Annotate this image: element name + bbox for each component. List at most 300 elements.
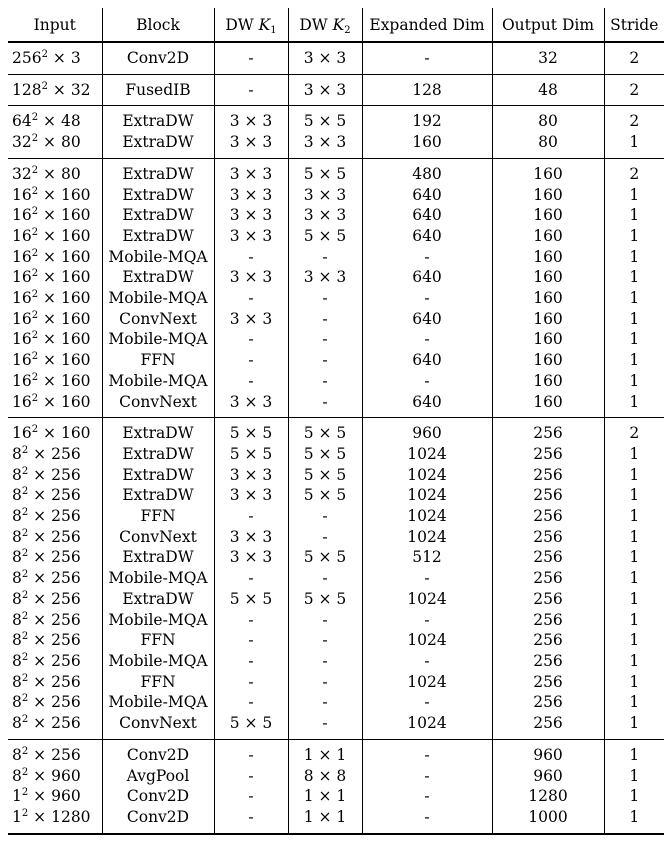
cell-output-dim: 256 (492, 713, 604, 734)
cell-block: ExtraDW (102, 205, 214, 226)
superscript-square: 2 (31, 185, 39, 197)
cell-output-dim: 160 (492, 226, 604, 247)
cell-expanded-dim: - (362, 329, 492, 350)
input-channels: 80 (60, 164, 81, 183)
input-channels: 80 (60, 133, 81, 152)
cell-expanded-dim: 640 (362, 350, 492, 371)
table-bottom-rule-cell (8, 834, 664, 835)
cell-dw-k2: 3 × 3 (288, 132, 362, 153)
input-channels: 160 (60, 206, 91, 225)
cell-output-dim: 256 (492, 589, 604, 610)
table-row (8, 692, 664, 713)
input-resolution: 16 (12, 226, 32, 245)
cell-dw-k2: 3 × 3 (288, 80, 362, 101)
header-dw-k2-prefix: DW (299, 16, 333, 35)
cell-stride: 1 (629, 226, 640, 245)
cell-output-dim: 256 (492, 630, 604, 651)
cell-expanded-dim: 640 (362, 185, 492, 206)
cell-block: Mobile-MQA (102, 651, 214, 672)
cell-block: FFN (102, 672, 214, 693)
cell-output-dim: 256 (492, 423, 604, 444)
cell-expanded-dim: - (362, 288, 492, 309)
input-resolution: 8 (12, 745, 22, 764)
cell-block: ExtraDW (102, 423, 214, 444)
cell-stride: 1 (629, 610, 640, 629)
cell-stride: 1 (629, 651, 640, 670)
cell-dw-k1: 5 × 5 (214, 423, 288, 444)
input-channels: 160 (60, 185, 91, 204)
table-row (8, 48, 664, 69)
table-row (8, 164, 664, 185)
superscript-square: 2 (21, 672, 29, 684)
input-resolution: 8 (12, 444, 22, 463)
cell-input: $16^2 \times 160$ (8, 329, 102, 350)
cell-expanded-dim: 1024 (362, 672, 492, 693)
input-resolution: 8 (12, 693, 22, 712)
cell-stride: 1 (629, 569, 640, 588)
cell-block: Conv2D (102, 786, 214, 807)
cell-output-dim: 160 (492, 350, 604, 371)
cell-dw-k2: 5 × 5 (288, 226, 362, 247)
cell-output-dim: 32 (492, 48, 604, 69)
table-row (8, 713, 664, 734)
cell-dw-k1: 5 × 5 (214, 444, 288, 465)
input-resolution: 8 (12, 507, 22, 526)
cell-output-dim: 256 (492, 692, 604, 713)
cell-input: $1^2 \times 960$ (8, 786, 102, 807)
cell-dw-k1: 3 × 3 (214, 392, 288, 413)
table-row (8, 610, 664, 631)
cell-expanded-dim: 1024 (362, 630, 492, 651)
superscript-square: 2 (21, 766, 29, 778)
cell-dw-k2: 1 × 1 (288, 786, 362, 807)
cell-input: $8^2 \times 256$ (8, 506, 102, 527)
architecture-table-container (8, 8, 664, 835)
cell-stride: 1 (629, 185, 640, 204)
cell-expanded-dim: 128 (362, 80, 492, 101)
cell-dw-k2: 5 × 5 (288, 164, 362, 185)
cell-stride: 1 (629, 631, 640, 650)
cell-input: $16^2 \times 160$ (8, 350, 102, 371)
table-row (8, 205, 664, 226)
input-resolution: 64 (12, 112, 32, 131)
cell-dw-k1: - (214, 651, 288, 672)
cell-dw-k1: - (214, 766, 288, 787)
cell-input: $8^2 \times 256$ (8, 713, 102, 734)
cell-dw-k1: - (214, 371, 288, 392)
table-row (8, 547, 664, 568)
cell-output-dim: 160 (492, 205, 604, 226)
cell-input: $16^2 \times 160$ (8, 226, 102, 247)
cell-input: $8^2 \times 256$ (8, 745, 102, 766)
cell-dw-k2: 5 × 5 (288, 465, 362, 486)
input-channels: 160 (60, 392, 91, 411)
cell-input: $1^2 \times 1280$ (8, 807, 102, 828)
cell-dw-k2: 3 × 3 (288, 267, 362, 288)
table-row (8, 672, 664, 693)
cell-block: ConvNext (102, 713, 214, 734)
input-channels: 160 (60, 226, 91, 245)
cell-dw-k2: - (288, 309, 362, 330)
table-row (8, 247, 664, 268)
table-row (8, 350, 664, 371)
cell-expanded-dim: 1024 (362, 465, 492, 486)
superscript-square: 2 (31, 351, 39, 363)
table-row (8, 371, 664, 392)
cell-block: ExtraDW (102, 164, 214, 185)
table-row (8, 267, 664, 288)
cell-block: Mobile-MQA (102, 247, 214, 268)
cell-dw-k1: 5 × 5 (214, 589, 288, 610)
cell-output-dim: 256 (492, 547, 604, 568)
cell-input: $16^2 \times 160$ (8, 288, 102, 309)
input-channels: 3 (70, 49, 81, 67)
table-row (8, 807, 664, 828)
cell-dw-k1: - (214, 672, 288, 693)
input-channels: 256 (51, 610, 81, 629)
cell-dw-k2: - (288, 651, 362, 672)
cell-expanded-dim: - (362, 48, 492, 69)
header-output-dim: Output Dim (492, 8, 604, 42)
superscript-square: 2 (21, 651, 29, 663)
table-header (8, 8, 664, 42)
cell-output-dim: 80 (492, 132, 604, 153)
superscript-square: 2 (21, 444, 29, 456)
input-channels: 1280 (51, 807, 91, 826)
cell-stride: 1 (629, 268, 640, 287)
cell-input: $16^2 \times 160$ (8, 309, 102, 330)
header-dw-k2 (288, 8, 362, 42)
cell-input: $128^2 \times 32$ (8, 80, 102, 101)
cell-expanded-dim: - (362, 371, 492, 392)
input-resolution: 16 (12, 206, 32, 225)
cell-dw-k1: - (214, 80, 288, 101)
cell-dw-k1: 3 × 3 (214, 132, 288, 153)
cell-dw-k1: 3 × 3 (214, 527, 288, 548)
input-channels: 160 (60, 289, 91, 308)
cell-output-dim: 256 (492, 465, 604, 486)
cell-expanded-dim: 1024 (362, 485, 492, 506)
cell-expanded-dim: 640 (362, 205, 492, 226)
input-resolution: 1 (12, 787, 22, 806)
input-resolution: 16 (12, 309, 32, 328)
input-channels: 256 (51, 569, 81, 588)
cell-output-dim: 256 (492, 651, 604, 672)
cell-stride: 2 (629, 112, 640, 131)
cell-expanded-dim: 640 (362, 309, 492, 330)
cell-block: ExtraDW (102, 185, 214, 206)
input-channels: 48 (60, 112, 81, 131)
cell-expanded-dim: 1024 (362, 444, 492, 465)
cell-stride: 1 (629, 247, 640, 266)
cell-dw-k1: 3 × 3 (214, 205, 288, 226)
superscript-square: 2 (21, 745, 29, 757)
superscript-square: 2 (21, 631, 29, 643)
cell-dw-k1: - (214, 630, 288, 651)
cell-output-dim: 160 (492, 288, 604, 309)
header-dw-k2-sub: 2 (344, 25, 351, 37)
input-resolution: 8 (12, 589, 22, 608)
table-row (8, 185, 664, 206)
cell-block: FFN (102, 630, 214, 651)
cell-dw-k1: 3 × 3 (214, 547, 288, 568)
superscript-square: 2 (21, 486, 29, 498)
cell-expanded-dim: 640 (362, 226, 492, 247)
cell-dw-k2: - (288, 506, 362, 527)
input-channels: 256 (51, 444, 81, 463)
header-dw-k1 (214, 8, 288, 42)
cell-input: $16^2 \times 160$ (8, 247, 102, 268)
cell-stride: 1 (629, 714, 640, 733)
input-resolution: 32 (12, 164, 32, 183)
cell-stride: 1 (629, 548, 640, 567)
superscript-square: 2 (41, 49, 48, 60)
cell-output-dim: 256 (492, 568, 604, 589)
cell-stride: 2 (629, 164, 640, 183)
input-channels: 256 (51, 714, 81, 733)
superscript-square: 2 (21, 589, 29, 601)
cell-expanded-dim: - (362, 610, 492, 631)
cell-dw-k1: 3 × 3 (214, 465, 288, 486)
cell-stride: 1 (629, 392, 640, 411)
superscript-square: 2 (21, 787, 29, 799)
cell-dw-k2: 5 × 5 (288, 547, 362, 568)
superscript-square: 2 (31, 206, 39, 218)
cell-stride: 1 (629, 206, 640, 225)
cell-dw-k1: - (214, 610, 288, 631)
cell-dw-k2: - (288, 371, 362, 392)
superscript-square: 2 (31, 247, 39, 259)
cell-block: Mobile-MQA (102, 329, 214, 350)
superscript-square: 2 (21, 507, 29, 519)
input-resolution: 16 (12, 185, 32, 204)
input-resolution: 8 (12, 672, 22, 691)
input-channels: 160 (60, 351, 91, 370)
cell-block: Mobile-MQA (102, 288, 214, 309)
cell-input: $8^2 \times 256$ (8, 547, 102, 568)
cell-stride: 1 (629, 787, 640, 806)
cell-input: $8^2 \times 256$ (8, 630, 102, 651)
cell-block: ExtraDW (102, 267, 214, 288)
cell-stride: 1 (629, 371, 640, 390)
cell-block: Mobile-MQA (102, 371, 214, 392)
cell-input: $16^2 \times 160$ (8, 205, 102, 226)
cell-dw-k2: 3 × 3 (288, 48, 362, 69)
header-expanded-dim: Expanded Dim (362, 8, 492, 42)
input-channels: 256 (51, 589, 81, 608)
cell-block: ExtraDW (102, 226, 214, 247)
superscript-square: 2 (31, 268, 39, 280)
table-row (8, 309, 664, 330)
input-resolution: 8 (12, 631, 22, 650)
input-channels: 32 (70, 80, 91, 99)
cell-dw-k1: - (214, 745, 288, 766)
cell-dw-k2: 5 × 5 (288, 423, 362, 444)
cell-block: Mobile-MQA (102, 692, 214, 713)
cell-expanded-dim: - (362, 568, 492, 589)
cell-output-dim: 256 (492, 485, 604, 506)
input-resolution: 8 (12, 465, 22, 484)
input-channels: 256 (51, 527, 81, 546)
header-block: Block (102, 8, 214, 42)
cell-dw-k2: - (288, 713, 362, 734)
table-row (8, 589, 664, 610)
input-resolution: 16 (12, 247, 32, 266)
cell-input: $32^2 \times 80$ (8, 164, 102, 185)
cell-dw-k2: - (288, 247, 362, 268)
cell-block: ExtraDW (102, 132, 214, 153)
superscript-square: 2 (21, 465, 29, 477)
cell-output-dim: 160 (492, 309, 604, 330)
superscript-square: 2 (31, 112, 39, 124)
cell-input: $8^2 \times 256$ (8, 692, 102, 713)
header-dw-k1-sub: 1 (270, 25, 277, 37)
cell-output-dim: 160 (492, 185, 604, 206)
cell-dw-k1: - (214, 692, 288, 713)
cell-block: Mobile-MQA (102, 568, 214, 589)
cell-dw-k2: - (288, 568, 362, 589)
cell-block: Mobile-MQA (102, 610, 214, 631)
cell-dw-k2: - (288, 392, 362, 413)
cell-dw-k2: 1 × 1 (288, 807, 362, 828)
cell-stride: 1 (629, 444, 640, 463)
cell-input: $8^2 \times 256$ (8, 444, 102, 465)
input-resolution: 8 (12, 569, 22, 588)
input-channels: 256 (51, 631, 81, 650)
cell-output-dim: 48 (492, 80, 604, 101)
table-row (8, 111, 664, 132)
cell-block: FFN (102, 506, 214, 527)
cell-output-dim: 160 (492, 371, 604, 392)
cell-dw-k1: 3 × 3 (214, 267, 288, 288)
cell-dw-k2: 5 × 5 (288, 589, 362, 610)
cell-dw-k1: 3 × 3 (214, 185, 288, 206)
cell-dw-k2: 3 × 3 (288, 185, 362, 206)
table-row (8, 423, 664, 444)
superscript-square: 2 (21, 693, 29, 705)
cell-expanded-dim: 1024 (362, 506, 492, 527)
input-channels: 256 (51, 672, 81, 691)
cell-stride: 1 (629, 351, 640, 370)
cell-stride: 1 (629, 486, 640, 505)
header-stride: Stride (610, 16, 659, 35)
cell-dw-k1: - (214, 807, 288, 828)
cell-dw-k2: 3 × 3 (288, 205, 362, 226)
cell-dw-k2: - (288, 692, 362, 713)
cell-output-dim: 256 (492, 444, 604, 465)
table-row (8, 745, 664, 766)
table-row (8, 80, 664, 101)
cell-output-dim: 160 (492, 267, 604, 288)
cell-dw-k1: 3 × 3 (214, 485, 288, 506)
cell-block: FusedIB (102, 80, 214, 101)
cell-output-dim: 256 (492, 506, 604, 527)
header-input: Input (8, 8, 102, 42)
table-row (8, 506, 664, 527)
cell-stride: 1 (629, 133, 640, 152)
input-channels: 160 (60, 247, 91, 266)
input-resolution: 8 (12, 548, 22, 567)
cell-block: ExtraDW (102, 485, 214, 506)
superscript-square: 2 (21, 548, 29, 560)
input-resolution: 16 (12, 392, 32, 411)
cell-expanded-dim: - (362, 692, 492, 713)
cell-stride: 1 (629, 672, 640, 691)
cell-stride: 1 (629, 309, 640, 328)
cell-dw-k2: - (288, 527, 362, 548)
table-row (8, 444, 664, 465)
cell-block: ConvNext (102, 392, 214, 413)
superscript-square: 2 (21, 527, 29, 539)
cell-dw-k2: 8 × 8 (288, 766, 362, 787)
cell-output-dim: 80 (492, 111, 604, 132)
table-row (8, 766, 664, 787)
superscript-square: 2 (31, 289, 39, 301)
input-resolution: 8 (12, 766, 22, 785)
table-row (8, 651, 664, 672)
cell-input: $8^2 \times 256$ (8, 672, 102, 693)
cell-stride: 1 (629, 745, 640, 764)
input-resolution: 8 (12, 610, 22, 629)
table-row (8, 465, 664, 486)
cell-expanded-dim: - (362, 651, 492, 672)
superscript-square: 2 (21, 569, 29, 581)
table-row (8, 527, 664, 548)
table-bottom-rule (8, 834, 664, 835)
cell-input: $8^2 \times 256$ (8, 568, 102, 589)
cell-input: $8^2 \times 256$ (8, 610, 102, 631)
cell-dw-k1: - (214, 329, 288, 350)
cell-expanded-dim: 192 (362, 111, 492, 132)
cell-stride: 1 (629, 766, 640, 785)
cell-stride: 1 (629, 330, 640, 349)
input-channels: 256 (51, 651, 81, 670)
cell-dw-k1: 3 × 3 (214, 111, 288, 132)
cell-dw-k2: - (288, 672, 362, 693)
superscript-square: 2 (31, 392, 39, 404)
cell-expanded-dim: 640 (362, 267, 492, 288)
superscript-square: 2 (31, 164, 39, 176)
cell-dw-k2: - (288, 329, 362, 350)
table-body (8, 42, 664, 835)
cell-output-dim: 160 (492, 392, 604, 413)
input-resolution: 8 (12, 651, 22, 670)
cell-output-dim: 256 (492, 527, 604, 548)
cell-input: $16^2 \times 160$ (8, 185, 102, 206)
input-channels: 256 (51, 507, 81, 526)
cell-stride: 1 (629, 589, 640, 608)
cell-block: FFN (102, 350, 214, 371)
superscript-square: 2 (21, 714, 29, 726)
cell-expanded-dim: 512 (362, 547, 492, 568)
cell-output-dim: 1000 (492, 807, 604, 828)
cell-dw-k2: 5 × 5 (288, 444, 362, 465)
input-resolution: 1 (12, 807, 22, 826)
cell-dw-k1: - (214, 568, 288, 589)
cell-expanded-dim: - (362, 766, 492, 787)
cell-input: $8^2 \times 256$ (8, 651, 102, 672)
cell-dw-k1: - (214, 48, 288, 69)
cell-input: $256^2 \times 3$ (8, 48, 102, 69)
cell-input: $16^2 \times 160$ (8, 392, 102, 413)
cell-block: ConvNext (102, 527, 214, 548)
cell-output-dim: 1280 (492, 786, 604, 807)
cell-dw-k1: 3 × 3 (214, 164, 288, 185)
input-channels: 256 (51, 465, 81, 484)
cell-input: $16^2 \times 160$ (8, 267, 102, 288)
cell-dw-k1: - (214, 247, 288, 268)
cell-dw-k1: 3 × 3 (214, 309, 288, 330)
